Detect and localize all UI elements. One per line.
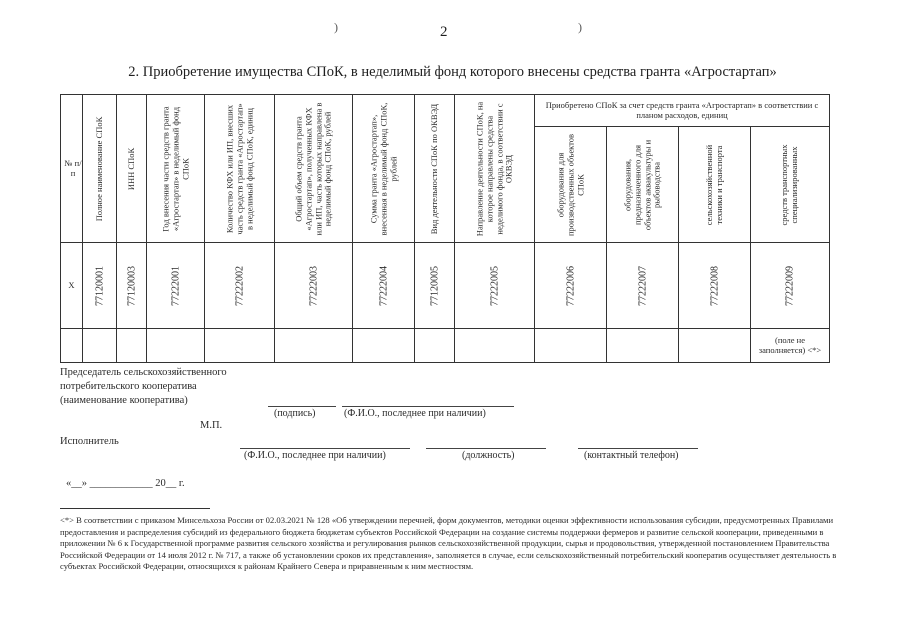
code-value: 77222009 [784,265,796,306]
code-row [61,243,830,329]
header-cell [147,95,205,243]
executor-label: Исполнитель [60,436,119,447]
header-cell [117,95,147,243]
subheader-aquaculture: оборудования, предназначенного для объектов аквакультуры и рыбоводства [621,139,662,230]
empty-cell [147,329,205,363]
code-cell [117,243,147,329]
page-number: 2 [440,24,448,40]
empty-cell [205,329,275,363]
empty-cell [455,329,535,363]
header-org-name: Полное наименование СПоК [93,116,104,221]
phone-line [578,448,698,449]
note-row [61,329,830,363]
section-title: 2. Приобретение имущества СПоК, в неделимый фонд которого внесены средства гранта «Агростартап» [128,64,777,80]
chairman-label-line2: потребительского кооператива [60,381,197,392]
executor-fio-line [240,448,410,449]
subheader-equipment: оборудования для производственных объектов СПоК [554,133,585,236]
code-cell: X [61,243,83,329]
chairman-label-line1: Председатель сельскохозяйственного [60,367,227,378]
code-cell [455,243,535,329]
header-year: Год внесения части средств гранта «Агростартап» в неделимый фонд СПоК [159,105,190,232]
subheader-vehicles: средств транспортных специализированных [779,144,799,225]
footnote-rule [60,508,210,509]
code-value: 77120001 [93,265,105,306]
date-line: «__» ____________ 20__ г. [66,478,185,489]
header-cell [275,95,353,243]
position-line [426,448,546,449]
subheader-cell [607,127,679,243]
code-cell [607,243,679,329]
header-number: № п/п [64,158,82,178]
signature-line [268,406,336,407]
group-header: Приобретено СПоК за счет средств гранта «Агростартап» в соответствии с планом расходов, единиц [535,95,830,127]
code-cell [275,243,353,329]
empty-cell [61,329,83,363]
code-value: 77222008 [708,265,720,306]
subheader-cell [535,127,607,243]
code-value: 77222004 [377,265,389,306]
code-cell [353,243,415,329]
grant-property-table [60,94,830,363]
not-filled-note: (поле не заполняется) <*> [751,329,830,363]
fio-label: (Ф.И.О., последнее при наличии) [344,408,486,419]
code-value: 77222001 [169,265,181,306]
position-label: (должность) [462,450,515,461]
coop-name-label: (наименование кооператива) [60,395,188,406]
stray-mark: ) [334,20,338,34]
code-value: 77222006 [564,265,576,306]
empty-cell [535,329,607,363]
header-cell [83,95,117,243]
phone-label: (контактный телефон) [584,450,679,461]
header-total-volume: Общий объем средств гранта «Агростартап», полученных КФХ или ИП, часть которых направлена в неделимый фонд СПоК, рублей [292,102,333,235]
header-cell [455,95,535,243]
empty-cell [607,329,679,363]
stamp-label: М.П. [200,420,223,431]
code-cell [535,243,607,329]
subheader-cell [679,127,751,243]
code-value: 77120005 [428,265,440,306]
stray-mark: ) [578,20,582,34]
executor-fio-label: (Ф.И.О., последнее при наличии) [244,450,386,461]
subheader-machinery: сельскохозяйственной техники и транспорта [703,144,724,225]
header-cell [205,95,275,243]
fio-line [342,406,514,407]
empty-cell [83,329,117,363]
signature-label: (подпись) [274,408,316,419]
header-cell [415,95,455,243]
header-inn: ИНН СПоК [125,147,136,190]
code-value: 77222002 [233,265,245,306]
empty-cell [117,329,147,363]
code-cell [83,243,117,329]
code-cell [415,243,455,329]
empty-cell [275,329,353,363]
header-direction: Направление деятельности СПоК, на которое направлены средства неделимого фонда, в соответствии с ОКВЭД [473,101,514,236]
header-cell [61,95,83,243]
empty-cell [353,329,415,363]
header-cell [353,95,415,243]
code-cell [751,243,830,329]
code-value: 77222005 [488,265,500,306]
empty-cell [679,329,751,363]
empty-cell [415,329,455,363]
code-value: 77120003 [125,265,137,306]
code-cell [679,243,751,329]
header-farm-count: Количество КФХ или ИП, внесших часть средств гранта «Агростартап» в неделимый фонд СПоК, единиц [223,102,254,235]
code-cell [147,243,205,329]
header-activity: Вид деятельности СПоК по ОКВЭД [428,103,439,234]
header-grant-sum: Сумма гранта «Агростартап», внесенная в неделимый фонд СПоК, рублей [367,102,398,235]
footnote: <*> В соответствии с приказом Минсельхоза России от 02.03.2021 № 128 «Об утверждении перечней, форм документов, методики оценки эффективности использования субсидии, предусмотренных Правилами предоставления и распределения субсидий из федерального бюджета бюджетам субъектов Российской Федерации на создание системы поддержки фермеров и развитие сельской кооперации, приведенными в приложении № 6 к Государственной программе развития сельского хозяйства и регулирования рынков сельскохозяйственной продукции, сырья и продовольствия, утвержденной постановлением Правительства Российской Федерации от 14 июля 2012 г. № 717, а также об установлении сроков их представления», заполняется в случае, если сельскохозяйственный потребительский кооператив осуществляет деятельность в субъектах Российской Федерации, относящихся к районам Крайнего Севера и приравненным к ним местностям. [60,515,837,572]
code-cell [205,243,275,329]
subheader-cell [751,127,830,243]
code-value: 77222003 [307,265,319,306]
code-value: 77222007 [636,265,648,306]
